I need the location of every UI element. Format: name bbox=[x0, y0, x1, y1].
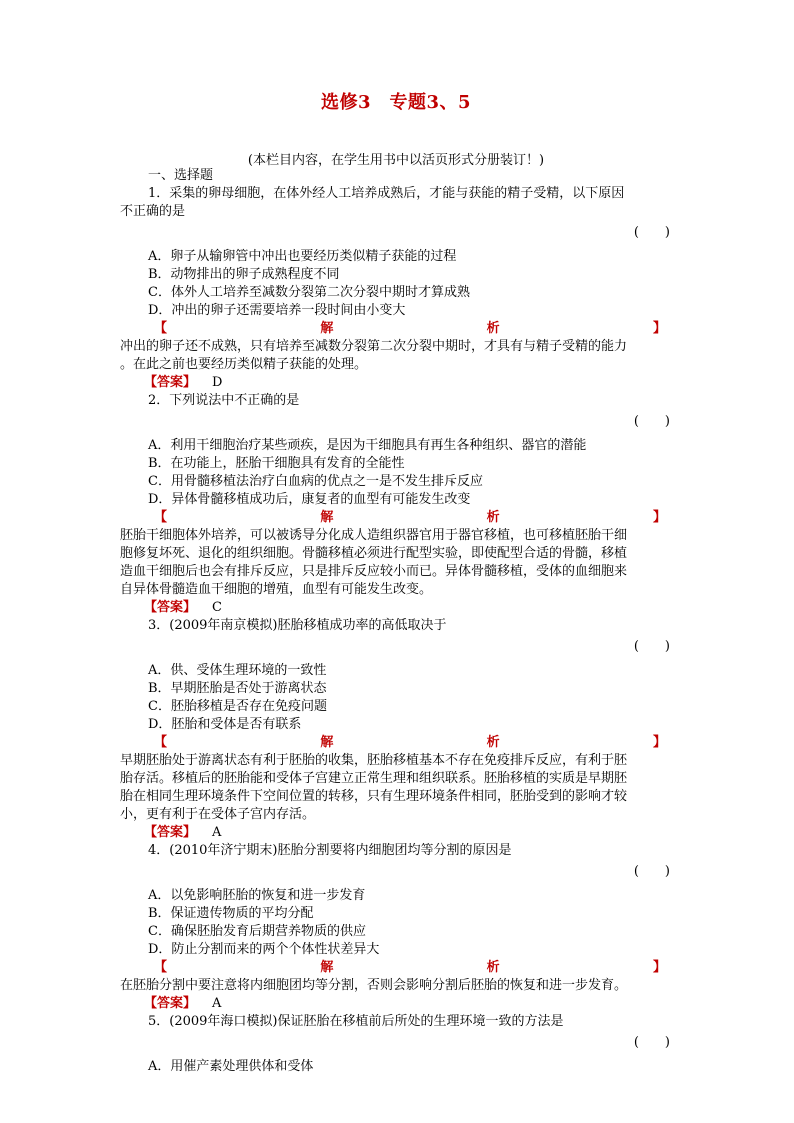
analysis-line: 冲出的卵子还不成熟，只有培养至减数分裂第二次分裂中期时，才具有与精子受精的能力 bbox=[120, 339, 628, 354]
binding-note: (本栏目内容，在学生用书中以活页形式分册装订！) bbox=[247, 153, 545, 168]
answer-blank: ( ) bbox=[633, 414, 670, 429]
answer-line: 【答案】 A bbox=[144, 825, 222, 840]
option-a: A．利用干细胞治疗某些顽疾，是因为干细胞具有再生各种组织、器官的潜能 bbox=[148, 438, 587, 453]
option-a: A．以免影响胚胎的恢复和进一步发育 bbox=[148, 888, 366, 903]
page-title: 选修3 专题3、5 bbox=[320, 92, 472, 113]
question-stem: 3．(2009年南京模拟)胚胎移植成功率的高低取决于 bbox=[148, 618, 447, 633]
question-1 bbox=[120, 185, 672, 392]
option-d: D．异体骨髓移植成功后，康复者的血型有可能发生改变 bbox=[148, 492, 471, 507]
analysis-line: 早期胚胎处于游离状态有利于胚胎的收集，胚胎移植基本不存在免疫排斥反应，有利于胚 bbox=[120, 753, 628, 768]
analysis-heading: 【 解 析 】 bbox=[154, 321, 666, 336]
analysis-line: 造血干细胞后也会有排斥反应，只是排斥反应较小而已。异体骨髓移植，受体的血细胞来 bbox=[120, 564, 628, 579]
answer-blank: ( ) bbox=[633, 639, 670, 654]
option-c: C．用骨髓移植法治疗白血病的优点之一是不发生排斥反应 bbox=[148, 474, 483, 489]
answer-blank: ( ) bbox=[633, 864, 670, 879]
option-c: C．体外人工培养至减数分裂第二次分裂中期时才算成熟 bbox=[148, 285, 470, 300]
option-b: B．保证遗传物质的平均分配 bbox=[148, 906, 314, 921]
analysis-line: 胞修复坏死、退化的组织细胞。骨髓移植必须进行配型实验，即使配型合适的骨髓，移植 bbox=[120, 546, 628, 561]
question-stem: 2．下列说法中不正确的是 bbox=[148, 393, 300, 408]
question-4 bbox=[120, 842, 672, 1013]
answer-line: 【答案】 A bbox=[144, 996, 222, 1011]
analysis-line: 。在此之前也要经历类似精子获能的处理。 bbox=[120, 357, 368, 372]
option-b: B．在功能上，胚胎干细胞具有发育的全能性 bbox=[148, 456, 405, 471]
option-a: A．卵子从输卵管中冲出也要经历类似精子获能的过程 bbox=[148, 249, 457, 264]
analysis-line: 胎存活。移植后的胚胎能和受体子宫建立正常生理和组织联系。胚胎移植的实质是早期胚 bbox=[120, 771, 628, 786]
option-a: A．供、受体生理环境的一致性 bbox=[148, 663, 327, 678]
option-c: C．确保胚胎发育后期营养物质的供应 bbox=[148, 924, 366, 939]
option-b: B．早期胚胎是否处于游离状态 bbox=[148, 681, 327, 696]
analysis-line: 胚胎干细胞体外培养，可以被诱导分化成人造组织器官用于器官移植，也可移植胚胎干细 bbox=[120, 528, 628, 543]
analysis-heading: 【 解 析 】 bbox=[154, 960, 666, 975]
option-b: B．动物排出的卵子成熟程度不同 bbox=[148, 267, 340, 282]
question-stem: 4．(2010年济宁期末)胚胎分割要将内细胞团均等分割的原因是 bbox=[148, 843, 512, 858]
analysis-line: 小，更有利于在受体子宫内存活。 bbox=[120, 807, 316, 822]
analysis-line: 在胚胎分割中要注意将内细胞团均等分割，否则会影响分割后胚胎的恢复和进一步发育。 bbox=[120, 978, 628, 993]
analysis-heading: 【 解 析 】 bbox=[154, 510, 666, 525]
question-3 bbox=[120, 617, 672, 842]
question-5 bbox=[120, 1013, 672, 1076]
question-stem: 1．采集的卵母细胞，在体外经人工培养成熟后，才能与获能的精子受精，以下原因 bbox=[148, 186, 625, 201]
section-heading: 一、选择题 bbox=[148, 168, 214, 183]
question-2 bbox=[120, 392, 672, 617]
analysis-heading: 【 解 析 】 bbox=[154, 735, 666, 750]
option-a: A．用催产素处理供体和受体 bbox=[148, 1059, 314, 1074]
option-d: D．防止分割而来的两个个体性状差异大 bbox=[148, 942, 380, 957]
option-d: D．胚胎和受体是否有联系 bbox=[148, 717, 302, 732]
option-c: C．胚胎移植是否存在免疫问题 bbox=[148, 699, 327, 714]
analysis-line: 自异体骨髓造血干细胞的增殖，血型有可能发生改变。 bbox=[120, 582, 433, 597]
question-stem-continued: 不正确的是 bbox=[120, 204, 186, 219]
answer-line: 【答案】 D bbox=[144, 375, 223, 390]
content bbox=[120, 167, 672, 1076]
answer-blank: ( ) bbox=[633, 225, 670, 240]
question-stem: 5．(2009年海口模拟)保证胚胎在移植前后所处的生理环境一致的方法是 bbox=[148, 1014, 564, 1029]
option-d: D．冲出的卵子还需要培养一段时间由小变大 bbox=[148, 303, 406, 318]
analysis-line: 胎在相同生理环境条件下空间位置的转移，只有生理环境条件相同，胚胎受到的影响才较 bbox=[120, 789, 628, 804]
answer-line: 【答案】 C bbox=[144, 600, 222, 615]
answer-blank: ( ) bbox=[633, 1035, 670, 1050]
